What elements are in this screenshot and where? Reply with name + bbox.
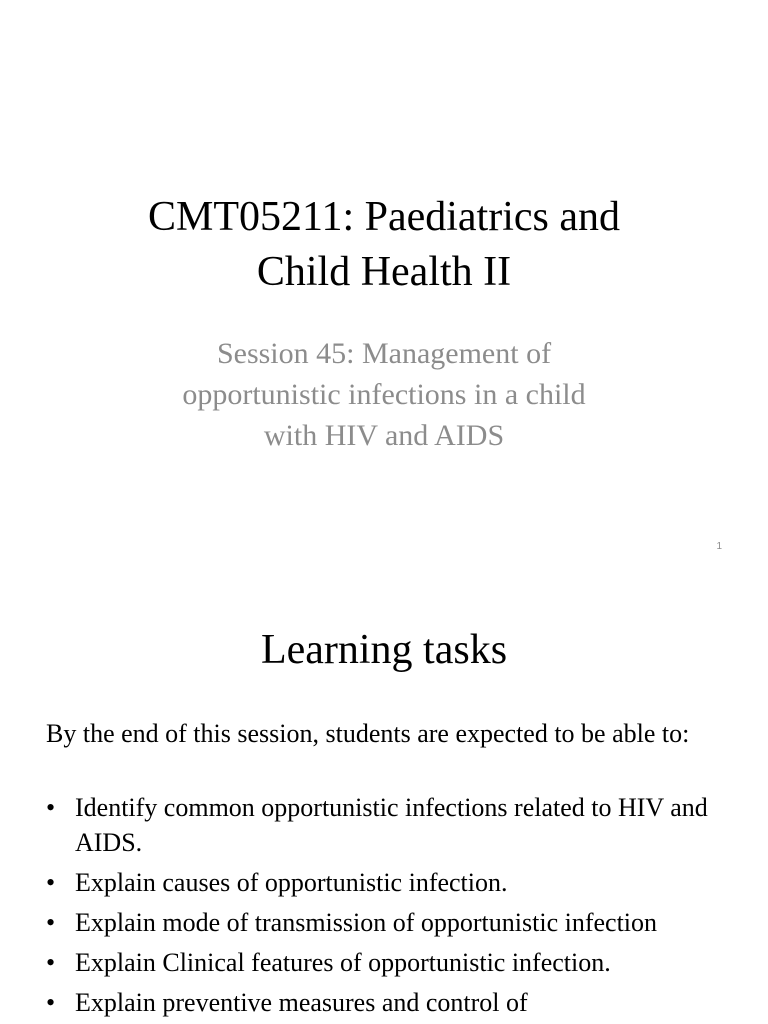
task-text: Explain Clinical features of opportunistic infection. [75,948,611,977]
list-item [46,790,736,860]
slide-title-line: CMT05211: Paediatrics and [147,194,621,240]
slide-subtitle [0,333,768,456]
task-text: Identify common opportunistic infections related to HIV and AIDS. [75,793,708,857]
list-item [46,865,736,900]
list-item [46,985,736,1020]
intro-paragraph: By the end of this session, students are expected to be able to: [46,719,690,748]
slide-subtitle-line: Session 45: Management of [216,337,552,370]
slide-subtitle-line: with HIV and AIDS [263,419,505,452]
task-list [46,790,736,1024]
bullet-icon: • [46,988,56,1017]
bullet-icon: • [46,793,56,822]
slide-title [0,190,768,300]
bullet-icon: • [46,948,56,977]
task-text: Explain preventive measures and control of [75,988,528,1017]
slide-title-line: Child Health II [256,249,512,295]
learning-tasks-slide [0,576,768,1024]
bullet-icon: • [46,868,56,897]
task-text: Explain causes of opportunistic infection. [75,868,508,897]
slide-subtitle-line: opportunistic infections in a child [182,378,586,411]
task-text: Explain mode of transmission of opportunistic infection [75,908,658,937]
list-item [46,945,736,980]
bullet-icon: • [46,908,56,937]
list-item [46,905,736,940]
learning-tasks-title: Learning tasks [260,627,508,673]
page-number: 1 [716,541,722,552]
